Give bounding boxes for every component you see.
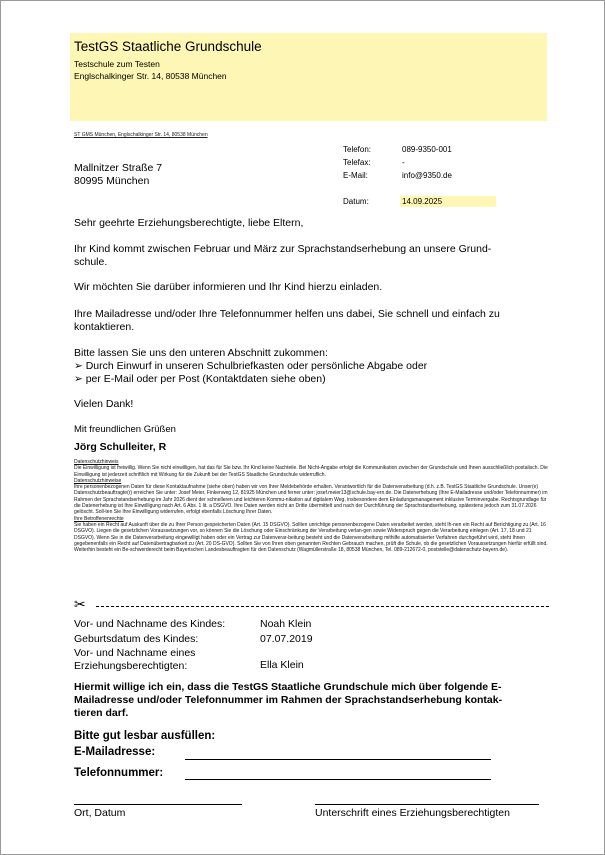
recipient-street: Mallnitzer Straße 7 (74, 162, 163, 174)
sender-line: ST GMS München, Englschalkinger Str. 14, 80538 München (74, 132, 208, 138)
fax-label: Telefax: (343, 158, 371, 167)
guardian-value: Ella Klein (260, 659, 304, 671)
dob-value: 07.07.2019 (260, 633, 313, 645)
place-date-label: Ort, Datum (74, 807, 126, 819)
email-value: info@9350.de (402, 171, 452, 180)
fax-value: - (402, 158, 405, 167)
signer-name: Jörg Schulleiter, R (74, 441, 167, 453)
privacy-text-2: Ihre personenbezogenen Daten für diese Kontaktaufnahme (siehe oben) haben wir von Ihrer Meldebehörde erhalten. Verantwortlich für die Datenverarbeitung (d.h. z.B. TestGS Staatliche Grundschule. Unser(e) Datenschutzbeauftragte(r) erreichen Sie unter: Josef Meier, Finkenweg 12, 81925 München und ferner unter: josef.meier13@schule.bay-ern.de. Die Datenerhebung (Ihre E-Mailadresse und/oder Telefonnummer) im Rahmen der Sprachstandserhebung im Jahr 2026 dient der schnelleren und leichteren Kommu-nikation auf digitalem Weg, insbesondere dem Einladungsmanagement inklusive Terminvergabe. Rechtsgrundlage für die Datenerhebung ist Ihre Einwilligung nach Art. 6 Abs. 1 lit. a DSGVO. Ihre Daten werden nicht an Dritte übermittelt und nach der Durchführung der Sprachstandserhebung, spätestens jedoch zum 31.07.2026 gelöscht. Soll-ten Sie Ihre Einwilligung widerrufen, erfolgt ebenfalls Löschung Ihrer Daten. (74, 484, 548, 516)
email-field[interactable] (185, 759, 491, 760)
phone-label: Telefon: (343, 145, 372, 154)
phone-field-label: Telefonnummer: (74, 767, 164, 779)
paragraph-3a: Ihre Mailadresse und/oder Ihre Telefonnummer helfen uns dabei, Sie schnell und einfach zu (74, 308, 500, 320)
privacy-text-1: Die Einwilligung ist freiwillig. Wenn Sie nicht einwilligen, hat das für Sie bzw. Ihr Kind keine Nachteile. Bei Nicht-Angabe erfolgt die Kommunikation zwischen der Grundschule und Ihnen ausschließlich postalisch. Die Einwilligung ist jederzeit schriftlich mit Wirkung für die Zukunft bei der TestGS Staatliche Grundschule widerruflich. (74, 465, 548, 478)
child-name-value: Noah Klein (260, 618, 312, 630)
privacy-text-3: Sie haben ein Recht auf Auskunft über die zu Ihrer Person gespeicherten Daten (Art. 15 DSGVO). Sollten unrichtige personenbezogene Daten verarbeitet werden, steht Ih-nen ein Recht auf Berichtigung zu (Art. 16 DSGVO). Liegen die gesetzlichen Voraussetzungen vor, so können Sie die Löschung oder Einschränkung der Verarbeitung verlan-gen sowie Widerspruch gegen die Verarbeitung einlegen (Art. 17, 18 und 21 DSGVO). Wenn Sie in die Datenverarbeitung eingewilligt haben oder ein Vertrag zur Datenverar-beitung besteht und die Datenverarbeitung mithilfe automatisierter Verfahren durchgeführt wird, steht Ihnen gegebenenfalls ein Recht auf Datenübertragbarkeit zu (Art. 20 DS-GVO). Sollten Sie von Ihren oben genannten Rechten Gebrauch machen, prüft die Schule, ob die gesetzlichen Voraussetzungen hierfür erfüllt sind. Weiterhin besteht ein Be-schwerderecht beim Bayerischen Landesbeauftragten für den Datenschutz (Wagmüllerstraße 18, 80538 München, Tel. 089-212672-0, poststelle@datenschutz-bayern.de). (74, 521, 548, 554)
school-name: TestGS Staatliche Grundschule (74, 39, 262, 54)
email-field-label: E-Mailadresse: (74, 746, 156, 758)
cut-line (74, 596, 549, 613)
scissors-icon: ✂ (74, 596, 86, 612)
paragraph-1a: Ihr Kind kommt zwischen Februar und März zur Sprachstandserhebung an unsere Grund- (74, 243, 492, 255)
legible-heading: Bitte gut lesbar ausfüllen: (74, 730, 216, 742)
school-subtitle: Testschule zum Testen (74, 59, 160, 69)
school-address: Englschalkinger Str. 14, 80538 München (74, 71, 227, 81)
place-date-field[interactable] (74, 804, 242, 805)
bullet-1: ➢ Durch Einwurf in unseren Schulbriefkasten oder persönliche Abgabe oder (74, 360, 428, 372)
dob-label: Geburtsdatum des Kindes: (74, 633, 199, 645)
date-label: Datum: (343, 197, 369, 206)
consent-line-3: tieren darf. (74, 707, 129, 719)
recipient-city: 80995 München (74, 175, 150, 187)
guardian-label-2: Erziehungsberechtigten: (74, 660, 188, 672)
phone-field[interactable] (185, 779, 491, 780)
signature-label: Unterschrift eines Erziehungsberechtigten (315, 807, 510, 819)
privacy-heading-2: Datenschutzhinweise (74, 477, 122, 484)
paragraph-3b: kontaktieren. (74, 321, 135, 333)
privacy-heading-3: Ihre Betroffenenrechte (74, 515, 124, 522)
privacy-notice (74, 459, 549, 553)
paragraph-4: Bitte lassen Sie uns den unteren Abschnitt zukommen: (74, 347, 328, 359)
email-label: E-Mail: (343, 171, 368, 180)
paragraph-2: Wir möchten Sie darüber informieren und Ihr Kind hierzu einladen. (74, 281, 383, 293)
child-name-label: Vor- und Nachname des Kindes: (74, 618, 226, 630)
dashed-divider (96, 606, 549, 607)
greeting: Sehr geehrte Erziehungsberechtigte, liebe Eltern, (74, 217, 304, 229)
guardian-label-1: Vor- und Nachname eines (74, 647, 196, 659)
signature-field[interactable] (315, 804, 539, 805)
closing: Mit freundlichen Grüßen (74, 424, 176, 435)
date-value: 14.09.2025 (402, 197, 443, 206)
paragraph-1b: schule. (74, 256, 108, 268)
bullet-2: ➢ per E-Mail oder per Post (Kontaktdaten siehe oben) (74, 373, 326, 385)
privacy-heading-1: Datenschutzhinweis (74, 459, 119, 465)
consent-line-2: Mailadresse und/oder Telefonnummer im Rahmen der Sprachstandserhebung kontak- (74, 694, 503, 706)
phone-value: 089-9350-001 (402, 145, 452, 154)
letterhead (70, 33, 547, 121)
consent-line-1: Hiermit willige ich ein, dass die TestGS Staatliche Grundschule mich über folgende E- (74, 681, 502, 693)
thanks: Vielen Dank! (74, 398, 134, 410)
